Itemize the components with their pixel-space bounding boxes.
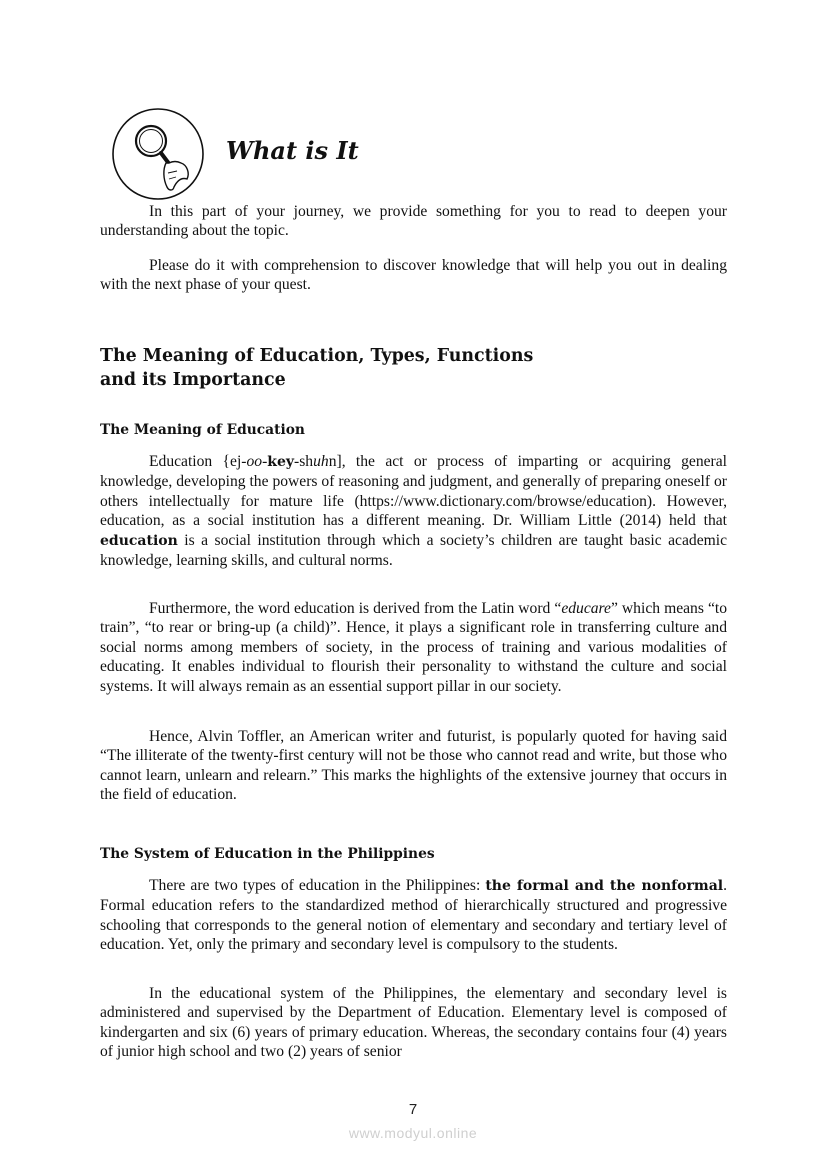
meaning-paragraph-1 <box>100 452 727 570</box>
main-heading-line-1: The Meaning of Education, Types, Functions <box>100 346 534 366</box>
text-run-bold: key <box>267 454 295 470</box>
page-number: 7 <box>408 1101 418 1118</box>
text-run-italic: oo <box>246 453 263 470</box>
magnifying-glass-icon <box>111 107 205 201</box>
main-heading-line-2: and its Importance <box>100 370 286 390</box>
text-run: Education {ej- <box>149 453 247 470</box>
section-title: What is It <box>226 136 359 165</box>
subheading-meaning-of-education: The Meaning of Education <box>100 422 305 438</box>
text-run: ” which means “to train”, “to rear or bring-up (a child)”. Hence, it plays a significant role in transferring culture and social norms among members of society, in the process of training and various modalities of educating. It enables individual to flourish their personality to withstand the culture and social systems. It will always remain as an essential support pillar in our society. <box>100 600 727 695</box>
meaning-paragraph-3: Hence, Alvin Toffler, an American writer and futurist, is popularly quoted for having said “The illiterate of the twenty-first century will not be those who cannot read and write, but those who cannot learn, unlearn and relearn.” This marks the highlights of the extensive journey that occurs in the field of education. <box>100 728 727 804</box>
text-run-italic: uh <box>313 453 329 470</box>
text-run: n], the act or process of imparting or acquiring general knowledge, developing the powers of reasoning and judgment, and generally of preparing oneself or others intellectually for mature life (https://www.dictionary.com/browse/education). However, education, as a social institution has a different meaning. Dr. William Little (2014) held that <box>100 453 727 530</box>
text-run: -sh <box>294 453 314 470</box>
text-run-bold: the formal and the nonformal <box>485 878 724 894</box>
text-run: Furthermore, the word education is derived from the Latin word “ <box>149 600 562 617</box>
text-run-bold: education <box>100 532 178 549</box>
system-paragraph-1 <box>100 876 727 955</box>
text-run: . Formal education refers to the standardized method of hierarchically structured and progressive schooling that corresponds to the general notion of elementary and secondary and tertiary level of education. Yet, only the primary and secondary level is compulsory to the students. <box>100 877 727 954</box>
text-run: - <box>262 453 268 470</box>
meaning-paragraph-2 <box>100 599 727 696</box>
intro-paragraph-2: Please do it with comprehension to discover knowledge that will help you out in dealing with the next phase of your quest. <box>100 257 727 294</box>
intro-paragraph-1: In this part of your journey, we provide something for you to read to deepen your understanding about the topic. <box>100 203 727 240</box>
system-paragraph-2: In the educational system of the Philippines, the elementary and secondary level is administered and supervised by the Department of Education. Elementary level is composed of kindergarten and six (6) years of primary education. Whereas, the secondary contains four (4) years of junior high school and two (2) years of senior <box>100 985 727 1061</box>
text-run-italic: educare <box>561 600 611 617</box>
text-run: There are two types of education in the Philippines: <box>149 877 486 894</box>
main-heading <box>100 344 533 392</box>
subheading-system-of-education: The System of Education in the Philippines <box>100 846 435 862</box>
text-run: is a social institution through which a society’s children are taught basic academic knowledge, learning skills, and cultural norms. <box>100 531 727 570</box>
watermark: www.modyul.online <box>348 1125 478 1141</box>
